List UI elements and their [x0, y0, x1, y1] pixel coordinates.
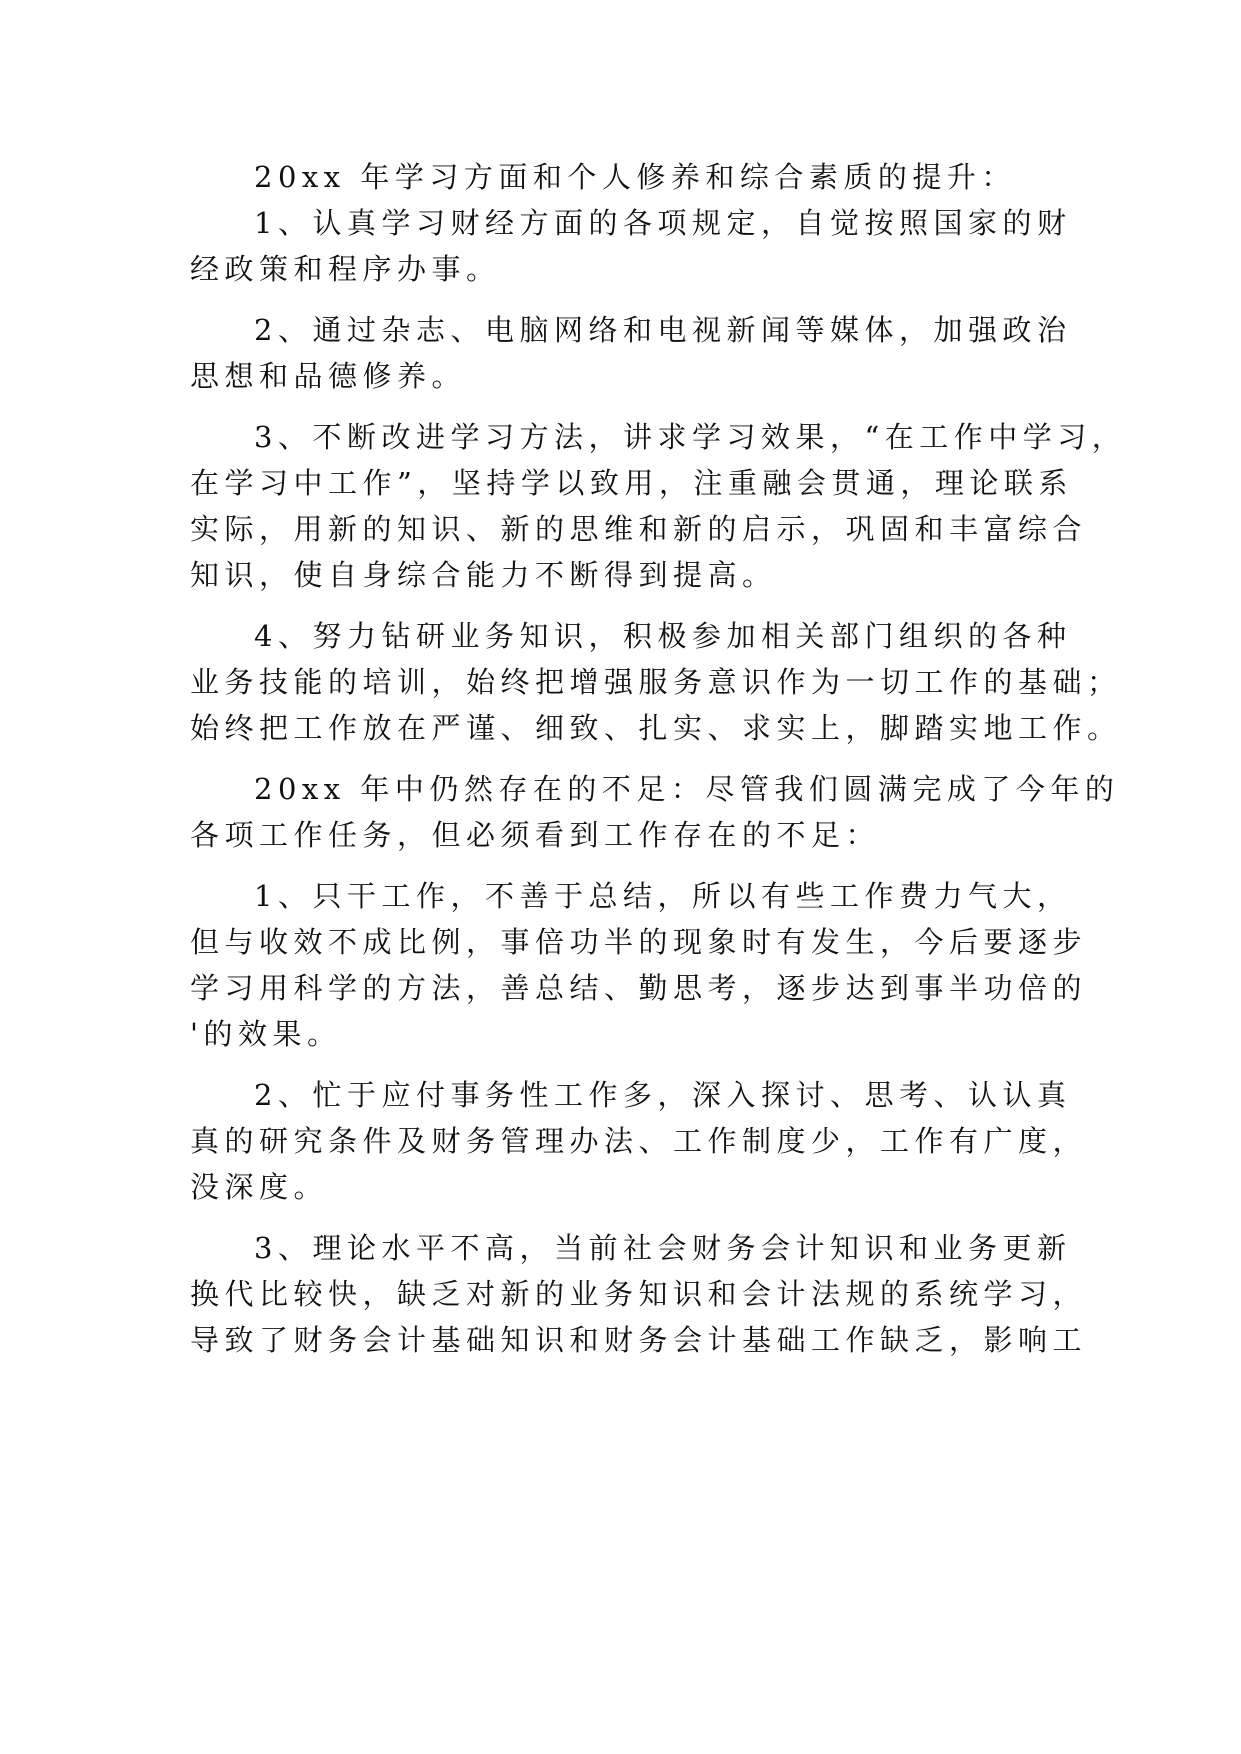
paragraph-line: 实际，用新的知识、新的思维和新的启示，巩固和丰富综合 [190, 512, 1088, 546]
paragraph-line: 1、只干工作，不善于总结，所以有些工作费力气大， [254, 879, 1072, 913]
paragraph-line: 换代比较快，缺乏对新的业务知识和会计法规的系统学习， [190, 1277, 1088, 1311]
paragraph-line: '的效果。 [190, 1017, 342, 1051]
paragraph-line: 3、理论水平不高，当前社会财务会计知识和业务更新 [254, 1231, 1072, 1265]
paragraph-line: 2、忙于应付事务性工作多，深入探讨、思考、认认真 [254, 1078, 1072, 1112]
paragraph-line: 1、认真学习财经方面的各项规定，自觉按照国家的财 [254, 206, 1072, 240]
paragraph-line: 3、不断改进学习方法，讲求学习效果，“在工作中学习， [254, 420, 1127, 454]
paragraph-line: 在学习中工作”，坚持学以致用，注重融会贯通，理论联系 [190, 466, 1073, 500]
paragraph-line: 2、通过杂志、电脑网络和电视新闻等媒体，加强政治 [254, 313, 1072, 347]
paragraph-line: 但与收效不成比例，事倍功半的现象时有发生，今后要逐步 [190, 925, 1088, 959]
paragraph-line: 始终把工作放在严谨、细致、扎实、求实上，脚踏实地工作。 [190, 711, 1122, 745]
paragraph-line: 20xx 年中仍然存在的不足：尽管我们圆满完成了今年的 [254, 772, 1120, 806]
paragraph-line: 各项工作任务，但必须看到工作存在的不足： [190, 818, 881, 852]
paragraph-line: 业务技能的培训，始终把增强服务意识作为一切工作的基础； [190, 665, 1122, 699]
paragraph-line: 20xx 年学习方面和个人修养和综合素质的提升： [254, 160, 1016, 194]
paragraph-line: 经政策和程序办事。 [190, 252, 501, 286]
paragraph-line: 没深度。 [190, 1170, 329, 1204]
paragraph-line: 导致了财务会计基础知识和财务会计基础工作缺乏，影响工 [190, 1323, 1088, 1357]
paragraph-line: 知识，使自身综合能力不断得到提高。 [190, 558, 777, 592]
paragraph-line: 思想和品德修养。 [190, 359, 467, 393]
paragraph-line: 4、努力钻研业务知识，积极参加相关部门组织的各种 [254, 619, 1072, 653]
paragraph-line: 学习用科学的方法，善总结、勤思考，逐步达到事半功倍的 [190, 971, 1088, 1005]
paragraph-line: 真的研究条件及财务管理办法、工作制度少，工作有广度， [190, 1124, 1088, 1158]
